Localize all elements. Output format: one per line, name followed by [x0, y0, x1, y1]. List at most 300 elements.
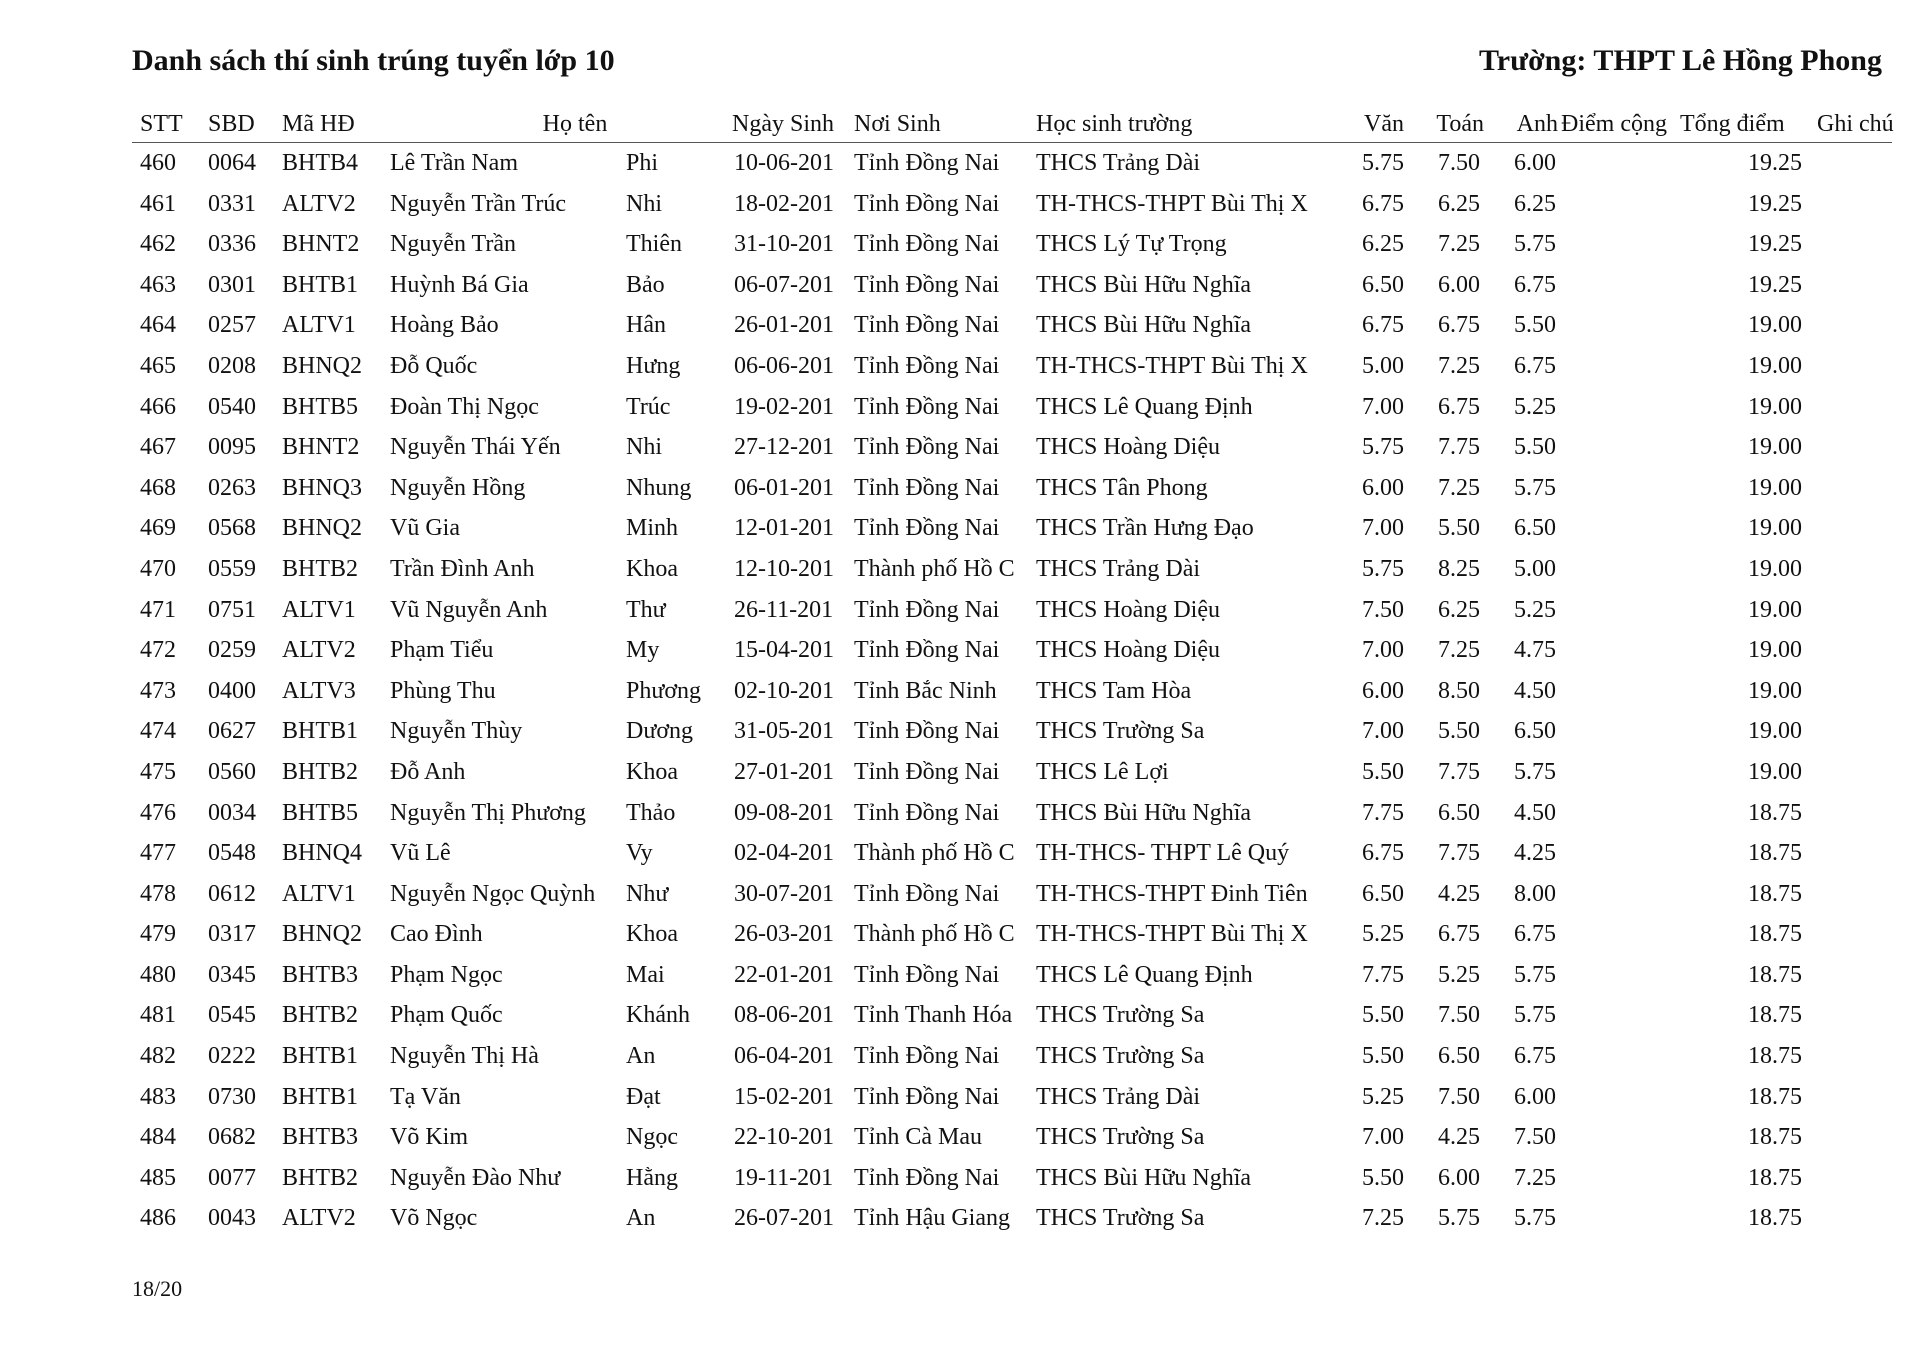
cell-tong-diem: 19.25 [1748, 190, 1802, 217]
table-row [132, 387, 1892, 428]
cell-ten: Dương [626, 718, 694, 745]
header-ghi-chu: Ghi chú [1817, 111, 1894, 137]
cell-hoc-sinh-truong: TH-THCS- THPT Lê Quý [1036, 840, 1290, 867]
cell-ngay-sinh: 27-01-201 [734, 758, 834, 785]
cell-anh: 6.75 [1514, 352, 1556, 379]
cell-ngay-sinh: 12-01-201 [734, 515, 834, 542]
cell-van: 7.25 [1362, 1205, 1404, 1232]
cell-noi-sinh: Tỉnh Đồng Nai [854, 434, 1000, 461]
cell-ho: Cao Đình [390, 921, 483, 948]
cell-ten: Ngọc [626, 1124, 678, 1151]
cell-sbd: 0034 [208, 799, 256, 826]
cell-van: 5.75 [1362, 434, 1404, 461]
cell-ho: Đỗ Anh [390, 758, 466, 785]
cell-ngay-sinh: 02-10-201 [734, 677, 834, 704]
cell-tong-diem: 19.00 [1748, 474, 1802, 501]
cell-hoc-sinh-truong: THCS Lý Tự Trọng [1036, 231, 1227, 258]
cell-toan: 7.75 [1438, 434, 1480, 461]
table-row [132, 752, 1892, 793]
cell-van: 7.00 [1362, 718, 1404, 745]
cell-van: 6.25 [1362, 231, 1404, 258]
cell-ngay-sinh: 08-06-201 [734, 1002, 834, 1029]
cell-stt: 468 [140, 474, 176, 501]
cell-toan: 7.50 [1438, 1002, 1480, 1029]
cell-ma-hd: BHTB3 [282, 961, 359, 988]
cell-tong-diem: 18.75 [1748, 1083, 1802, 1110]
cell-tong-diem: 18.75 [1748, 1205, 1802, 1232]
cell-ma-hd: BHTB4 [282, 150, 359, 176]
cell-anh: 4.50 [1514, 677, 1556, 704]
cell-anh: 5.00 [1514, 555, 1556, 582]
cell-stt: 472 [140, 637, 176, 664]
table-row [132, 671, 1892, 712]
page-number: 18/20 [132, 1276, 183, 1301]
cell-noi-sinh: Tỉnh Đồng Nai [854, 393, 1000, 420]
table-row [132, 508, 1892, 549]
cell-van: 7.00 [1362, 637, 1404, 664]
cell-stt: 480 [140, 961, 176, 988]
cell-sbd: 0345 [208, 961, 256, 988]
cell-van: 5.50 [1362, 1043, 1404, 1070]
cell-noi-sinh: Tỉnh Đồng Nai [854, 718, 1000, 745]
cell-hoc-sinh-truong: TH-THCS-THPT Bùi Thị X [1036, 352, 1308, 379]
table-row [132, 590, 1892, 631]
cell-van: 6.50 [1362, 880, 1404, 907]
cell-sbd: 0682 [208, 1124, 256, 1151]
cell-ngay-sinh: 02-04-201 [734, 840, 834, 867]
cell-sbd: 0331 [208, 190, 256, 217]
cell-ma-hd: ALTV1 [282, 312, 356, 339]
cell-anh: 5.75 [1514, 474, 1556, 501]
table-row [132, 793, 1892, 834]
header-hoc-sinh-truong: Học sinh trường [1036, 111, 1193, 137]
cell-ho: Nguyễn Thị Hà [390, 1043, 539, 1070]
cell-ten: Khoa [626, 555, 678, 582]
cell-noi-sinh: Thành phố Hồ C [854, 555, 1015, 582]
cell-hoc-sinh-truong: THCS Trảng Dài [1036, 150, 1201, 176]
cell-tong-diem: 19.00 [1748, 434, 1802, 461]
header-sbd: SBD [208, 111, 255, 137]
cell-van: 7.00 [1362, 393, 1404, 420]
table-row [132, 549, 1892, 590]
cell-anh: 5.75 [1514, 961, 1556, 988]
cell-hoc-sinh-truong: THCS Tân Phong [1036, 474, 1208, 501]
cell-noi-sinh: Tỉnh Đồng Nai [854, 474, 1000, 501]
cell-ma-hd: BHTB1 [282, 718, 359, 745]
cell-noi-sinh: Tỉnh Đồng Nai [854, 961, 1000, 988]
cell-ngay-sinh: 15-02-201 [734, 1083, 834, 1110]
cell-toan: 6.00 [1438, 1164, 1480, 1191]
cell-anh: 6.00 [1514, 1083, 1556, 1110]
cell-ngay-sinh: 09-08-201 [734, 799, 834, 826]
cell-stt: 478 [140, 880, 176, 907]
cell-stt: 461 [140, 190, 176, 217]
cell-sbd: 0077 [208, 1164, 256, 1191]
cell-hoc-sinh-truong: THCS Trường Sa [1036, 1124, 1205, 1151]
cell-ngay-sinh: 12-10-201 [734, 555, 834, 582]
cell-tong-diem: 19.00 [1748, 393, 1802, 420]
cell-hoc-sinh-truong: THCS Trường Sa [1036, 1205, 1205, 1232]
cell-ten: Nhi [626, 190, 662, 217]
cell-van: 5.25 [1362, 1083, 1404, 1110]
table-row [132, 833, 1892, 874]
cell-stt: 486 [140, 1205, 176, 1232]
cell-ngay-sinh: 31-05-201 [734, 718, 834, 745]
cell-ngay-sinh: 18-02-201 [734, 190, 834, 217]
cell-stt: 466 [140, 393, 176, 420]
cell-tong-diem: 19.25 [1748, 231, 1802, 258]
document-title: Danh sách thí sinh trúng tuyển lớp 10 [132, 44, 615, 77]
cell-ngay-sinh: 31-10-201 [734, 231, 834, 258]
cell-ma-hd: BHTB2 [282, 1002, 359, 1029]
cell-ngay-sinh: 15-04-201 [734, 637, 834, 664]
cell-hoc-sinh-truong: THCS Lê Lợi [1036, 758, 1169, 785]
cell-ma-hd: BHNQ2 [282, 352, 363, 379]
cell-ma-hd: ALTV3 [282, 677, 356, 704]
cell-noi-sinh: Tỉnh Đồng Nai [854, 312, 1000, 339]
cell-ten: Khánh [626, 1002, 690, 1029]
cell-tong-diem: 18.75 [1748, 840, 1802, 867]
cell-ma-hd: BHTB5 [282, 393, 359, 420]
cell-hoc-sinh-truong: THCS Lê Quang Định [1036, 393, 1253, 420]
cell-stt: 462 [140, 231, 176, 258]
cell-ho: Lê Trần Nam [390, 150, 518, 176]
table-row [132, 143, 1892, 184]
cell-toan: 6.75 [1438, 393, 1480, 420]
cell-noi-sinh: Tỉnh Đồng Nai [854, 1164, 1000, 1191]
cell-van: 6.00 [1362, 474, 1404, 501]
cell-noi-sinh: Tỉnh Đồng Nai [854, 515, 1000, 542]
cell-ten: Khoa [626, 758, 678, 785]
cell-hoc-sinh-truong: THCS Hoàng Diệu [1036, 637, 1220, 664]
cell-toan: 7.75 [1438, 840, 1480, 867]
cell-hoc-sinh-truong: THCS Hoàng Diệu [1036, 596, 1220, 623]
cell-toan: 7.25 [1438, 474, 1480, 501]
cell-tong-diem: 19.00 [1748, 758, 1802, 785]
cell-van: 5.75 [1362, 150, 1404, 176]
cell-anh: 4.50 [1514, 799, 1556, 826]
cell-van: 5.50 [1362, 758, 1404, 785]
cell-ngay-sinh: 27-12-201 [734, 434, 834, 461]
cell-ma-hd: ALTV1 [282, 596, 356, 623]
cell-ma-hd: BHTB2 [282, 555, 359, 582]
cell-ten: Mai [626, 961, 665, 988]
cell-tong-diem: 18.75 [1748, 1124, 1802, 1151]
cell-van: 5.25 [1362, 921, 1404, 948]
cell-noi-sinh: Tỉnh Đồng Nai [854, 1043, 1000, 1070]
header-toan: Toán [1436, 111, 1484, 137]
cell-sbd: 0259 [208, 637, 256, 664]
cell-toan: 6.25 [1438, 596, 1480, 623]
cell-hoc-sinh-truong: THCS Trảng Dài [1036, 555, 1201, 582]
cell-toan: 6.50 [1438, 1043, 1480, 1070]
cell-ten: An [626, 1043, 656, 1070]
cell-stt: 485 [140, 1164, 176, 1191]
cell-ten: Phương [626, 677, 702, 704]
cell-ma-hd: ALTV2 [282, 190, 356, 217]
cell-van: 7.50 [1362, 596, 1404, 623]
cell-stt: 483 [140, 1083, 176, 1110]
cell-ho: Võ Kim [390, 1124, 468, 1151]
table-row [132, 427, 1892, 468]
cell-ma-hd: BHNQ3 [282, 474, 363, 501]
cell-anh: 5.50 [1514, 434, 1556, 461]
cell-toan: 7.75 [1438, 758, 1480, 785]
cell-ho: Phùng Thu [390, 677, 496, 704]
cell-tong-diem: 19.00 [1748, 637, 1802, 664]
cell-ma-hd: BHTB5 [282, 799, 359, 826]
header-van: Văn [1364, 111, 1404, 137]
cell-sbd: 0263 [208, 474, 256, 501]
cell-ho: Đoàn Thị Ngọc [390, 393, 539, 420]
cell-toan: 5.50 [1438, 718, 1480, 745]
cell-hoc-sinh-truong: THCS Trường Sa [1036, 718, 1205, 745]
cell-toan: 7.50 [1438, 150, 1480, 176]
cell-noi-sinh: Tỉnh Đồng Nai [854, 231, 1000, 258]
cell-van: 5.50 [1362, 1164, 1404, 1191]
cell-tong-diem: 18.75 [1748, 880, 1802, 907]
cell-toan: 6.00 [1438, 271, 1480, 298]
cell-tong-diem: 18.75 [1748, 921, 1802, 948]
table-row [132, 305, 1892, 346]
cell-van: 6.75 [1362, 190, 1404, 217]
cell-ma-hd: ALTV2 [282, 1205, 356, 1232]
cell-ngay-sinh: 30-07-201 [734, 880, 834, 907]
cell-noi-sinh: Tỉnh Đồng Nai [854, 271, 1000, 298]
cell-ngay-sinh: 19-02-201 [734, 393, 834, 420]
cell-sbd: 0545 [208, 1002, 256, 1029]
cell-ten: An [626, 1205, 656, 1232]
cell-sbd: 0730 [208, 1083, 256, 1110]
cell-stt: 473 [140, 677, 176, 704]
cell-anh: 6.50 [1514, 718, 1556, 745]
cell-van: 6.50 [1362, 271, 1404, 298]
cell-sbd: 0548 [208, 840, 256, 867]
cell-ho: Tạ Văn [390, 1083, 461, 1110]
cell-anh: 7.50 [1514, 1124, 1556, 1151]
cell-ngay-sinh: 26-01-201 [734, 312, 834, 339]
cell-ho: Nguyễn Trần Trúc [390, 190, 567, 217]
cell-anh: 6.75 [1514, 1043, 1556, 1070]
cell-ho: Phạm Tiểu [390, 637, 494, 664]
cell-noi-sinh: Tỉnh Đồng Nai [854, 758, 1000, 785]
cell-sbd: 0568 [208, 515, 256, 542]
cell-ten: Thảo [626, 799, 676, 826]
cell-ho: Phạm Ngọc [390, 961, 503, 988]
cell-tong-diem: 19.00 [1748, 677, 1802, 704]
cell-noi-sinh: Tỉnh Đồng Nai [854, 880, 1000, 907]
header-anh: Anh [1516, 111, 1558, 137]
cell-toan: 5.50 [1438, 515, 1480, 542]
cell-ho: Vũ Gia [390, 515, 460, 542]
cell-sbd: 0317 [208, 921, 256, 948]
cell-anh: 5.75 [1514, 1205, 1556, 1232]
cell-ten: Phi [626, 150, 659, 176]
cell-sbd: 0095 [208, 434, 256, 461]
header-ho-ten: Họ tên [542, 111, 608, 137]
cell-hoc-sinh-truong: TH-THCS-THPT Bùi Thị X [1036, 190, 1308, 217]
cell-stt: 469 [140, 515, 176, 542]
cell-anh: 6.25 [1514, 190, 1556, 217]
cell-anh: 5.75 [1514, 1002, 1556, 1029]
table-row [132, 630, 1892, 671]
cell-ngay-sinh: 22-01-201 [734, 961, 834, 988]
cell-stt: 471 [140, 596, 176, 623]
cell-noi-sinh: Tỉnh Cà Mau [854, 1124, 982, 1151]
cell-tong-diem: 18.75 [1748, 1164, 1802, 1191]
cell-stt: 476 [140, 799, 176, 826]
cell-ma-hd: BHTB2 [282, 758, 359, 785]
cell-hoc-sinh-truong: THCS Trần Hưng Đạo [1036, 515, 1254, 542]
cell-noi-sinh: Tỉnh Đồng Nai [854, 1083, 1000, 1110]
cell-hoc-sinh-truong: THCS Bùi Hữu Nghĩa [1036, 799, 1252, 826]
cell-ma-hd: BHNQ2 [282, 921, 363, 948]
cell-anh: 7.25 [1514, 1164, 1556, 1191]
header-ma-hd: Mã HĐ [282, 111, 355, 137]
cell-ngay-sinh: 06-07-201 [734, 271, 834, 298]
cell-toan: 6.50 [1438, 799, 1480, 826]
cell-sbd: 0257 [208, 312, 256, 339]
cell-sbd: 0064 [208, 150, 256, 176]
cell-toan: 8.50 [1438, 677, 1480, 704]
cell-ho: Nguyễn Hồng [390, 474, 526, 501]
cell-hoc-sinh-truong: THCS Trảng Dài [1036, 1083, 1201, 1110]
cell-ngay-sinh: 19-11-201 [734, 1164, 834, 1191]
table-row [132, 1198, 1892, 1239]
cell-ten: Như [626, 880, 669, 907]
cell-ngay-sinh: 10-06-201 [734, 150, 834, 176]
cell-stt: 467 [140, 434, 176, 461]
cell-toan: 7.25 [1438, 231, 1480, 258]
cell-toan: 5.75 [1438, 1205, 1480, 1232]
cell-toan: 6.25 [1438, 190, 1480, 217]
cell-ten: Nhi [626, 434, 662, 461]
cell-tong-diem: 19.00 [1748, 515, 1802, 542]
cell-tong-diem: 18.75 [1748, 799, 1802, 826]
cell-tong-diem: 19.00 [1748, 718, 1802, 745]
cell-sbd: 0559 [208, 555, 256, 582]
cell-ten: My [626, 637, 660, 664]
cell-tong-diem: 19.25 [1748, 271, 1802, 298]
cell-hoc-sinh-truong: THCS Bùi Hữu Nghĩa [1036, 312, 1252, 339]
cell-noi-sinh: Tỉnh Thanh Hóa [854, 1002, 1013, 1029]
cell-stt: 482 [140, 1043, 176, 1070]
cell-ma-hd: ALTV2 [282, 637, 356, 664]
table-row [132, 346, 1892, 387]
cell-noi-sinh: Tỉnh Bắc Ninh [854, 677, 997, 704]
cell-ten: Vy [626, 840, 653, 867]
cell-ngay-sinh: 06-06-201 [734, 352, 834, 379]
cell-van: 7.75 [1362, 961, 1404, 988]
cell-sbd: 0043 [208, 1205, 256, 1232]
table-row [132, 914, 1892, 955]
cell-stt: 470 [140, 555, 176, 582]
cell-stt: 475 [140, 758, 176, 785]
cell-sbd: 0612 [208, 880, 256, 907]
cell-toan: 7.25 [1438, 637, 1480, 664]
cell-ho: Phạm Quốc [390, 1002, 503, 1029]
cell-hoc-sinh-truong: THCS Bùi Hữu Nghĩa [1036, 271, 1252, 298]
cell-hoc-sinh-truong: THCS Tam Hòa [1036, 677, 1192, 704]
cell-noi-sinh: Tỉnh Đồng Nai [854, 596, 1000, 623]
cell-tong-diem: 19.25 [1748, 150, 1802, 176]
cell-ho: Nguyễn Thái Yến [390, 434, 561, 461]
cell-anh: 4.25 [1514, 840, 1556, 867]
cell-anh: 6.75 [1514, 271, 1556, 298]
cell-stt: 479 [140, 921, 176, 948]
header-diem-cong: Điểm cộng [1561, 111, 1667, 137]
table-row [132, 265, 1892, 306]
cell-ma-hd: BHNQ2 [282, 515, 363, 542]
table-header [132, 106, 1892, 143]
cell-ho: Trần Đình Anh [390, 555, 535, 582]
cell-ten: Minh [626, 515, 679, 542]
cell-sbd: 0751 [208, 596, 256, 623]
cell-noi-sinh: Tỉnh Đồng Nai [854, 352, 1000, 379]
cell-sbd: 0540 [208, 393, 256, 420]
cell-ngay-sinh: 26-03-201 [734, 921, 834, 948]
school-name: Trường: THPT Lê Hồng Phong [1478, 44, 1882, 77]
cell-ma-hd: BHTB3 [282, 1124, 359, 1151]
cell-hoc-sinh-truong: THCS Trường Sa [1036, 1043, 1205, 1070]
cell-toan: 7.50 [1438, 1083, 1480, 1110]
cell-noi-sinh: Thành phố Hồ C [854, 921, 1015, 948]
cell-hoc-sinh-truong: THCS Lê Quang Định [1036, 961, 1253, 988]
cell-ten: Hằng [626, 1164, 678, 1191]
cell-toan: 7.25 [1438, 352, 1480, 379]
cell-noi-sinh: Tỉnh Đồng Nai [854, 637, 1000, 664]
cell-stt: 465 [140, 352, 176, 379]
cell-anh: 6.00 [1514, 150, 1556, 176]
table-body [132, 143, 1892, 1239]
cell-ten: Đạt [626, 1083, 661, 1110]
cell-ngay-sinh: 26-07-201 [734, 1205, 834, 1232]
cell-ho: Hoàng Bảo [390, 312, 499, 339]
cell-ten: Trúc [626, 393, 671, 420]
cell-van: 5.75 [1362, 555, 1404, 582]
cell-anh: 6.50 [1514, 515, 1556, 542]
cell-sbd: 0208 [208, 352, 256, 379]
cell-van: 5.50 [1362, 1002, 1404, 1029]
cell-ho: Nguyễn Trần [390, 231, 517, 258]
cell-ma-hd: BHTB1 [282, 1083, 359, 1110]
cell-toan: 4.25 [1438, 880, 1480, 907]
cell-noi-sinh: Tỉnh Đồng Nai [854, 799, 1000, 826]
cell-anh: 4.75 [1514, 637, 1556, 664]
cell-hoc-sinh-truong: THCS Trường Sa [1036, 1002, 1205, 1029]
cell-sbd: 0560 [208, 758, 256, 785]
cell-sbd: 0301 [208, 271, 256, 298]
table-row [132, 874, 1892, 915]
table-row [132, 955, 1892, 996]
cell-anh: 8.00 [1514, 880, 1556, 907]
cell-stt: 477 [140, 840, 176, 867]
cell-ho: Vũ Nguyễn Anh [390, 596, 548, 623]
cell-tong-diem: 19.00 [1748, 352, 1802, 379]
cell-ho: Nguyễn Thị Phương [390, 799, 586, 826]
cell-van: 7.00 [1362, 1124, 1404, 1151]
cell-tong-diem: 18.75 [1748, 1002, 1802, 1029]
cell-van: 6.75 [1362, 312, 1404, 339]
table-row [132, 1158, 1892, 1199]
header-tong-diem: Tổng điểm [1680, 111, 1785, 137]
cell-ma-hd: BHTB1 [282, 1043, 359, 1070]
cell-van: 6.75 [1362, 840, 1404, 867]
cell-ho: Nguyễn Ngọc Quỳnh [390, 880, 596, 907]
cell-noi-sinh: Tỉnh Đồng Nai [854, 150, 1000, 176]
cell-toan: 4.25 [1438, 1124, 1480, 1151]
cell-ten: Bảo [626, 271, 665, 298]
